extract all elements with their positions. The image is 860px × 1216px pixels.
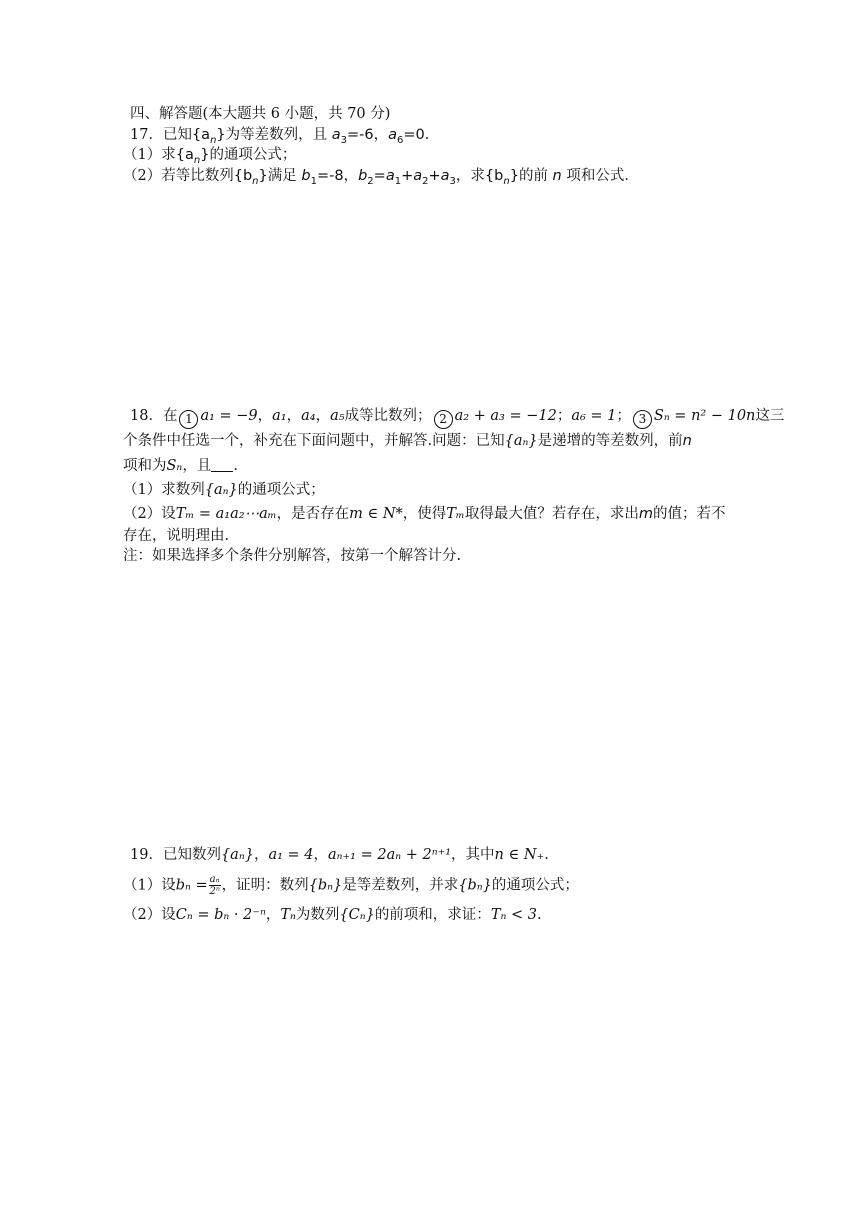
fraction: $\frac{\text{aₙ}}{\text{2ⁿ}}$ bbox=[209, 874, 220, 897]
q19-number: 19． bbox=[130, 847, 163, 863]
q17-seq-a: $\{a_n\}$ bbox=[191, 127, 226, 146]
q17-a6: $a_6=0$． bbox=[388, 127, 440, 146]
q17-stem bbox=[130, 125, 439, 145]
q17-text: 已知 bbox=[162, 127, 192, 143]
q18-line3: 项和为Sₙ，且 . bbox=[123, 458, 238, 474]
q18-part2-cont: 存在，说明理由. bbox=[123, 528, 230, 544]
section-header: 四、解答题(本大题共 6 小题，共 70 分) bbox=[130, 106, 391, 122]
answer-blank bbox=[211, 457, 233, 472]
q18-line2: 个条件中任选一个，补充在下面问题中，并解答.问题：已知{aₙ}是递增的等差数列，前n bbox=[123, 433, 692, 449]
q19-part1: （1）设bₙ = $\frac{\text{aₙ}}{\text{2ⁿ}}$ ，证明：数列{bₙ}是等差数列，并求{bₙ}的通项公式； bbox=[123, 874, 579, 897]
q17-number: 17． bbox=[130, 127, 163, 143]
q19-stem: 19．已知数列{aₙ}，a₁ = 4，aₙ₊₁ = 2aₙ + 2ⁿ⁺¹，其中n ∈ N₊. bbox=[130, 847, 549, 863]
q18-part2: （2）设Tₘ = a₁a₂⋯aₘ，是否存在m ∈ N*，使得Tₘ取得最大值？若存在，求出m的值；若不 bbox=[123, 506, 726, 522]
circled-1-icon: 1 bbox=[179, 410, 198, 429]
q18-line1: 18．在 1 a₁ = −9，a₁，a₄，a₅成等比数列； 2 a₂ + a₃ = −12；a₆ = 1； 3 Sₙ = n² − 10n这三 bbox=[130, 406, 784, 429]
q17-a3: $a_3=-6$， bbox=[331, 127, 389, 146]
circled-2-icon: 2 bbox=[434, 410, 453, 429]
circled-3-icon: 3 bbox=[633, 410, 652, 429]
q18-note: 注：如果选择多个条件分别解答，按第一个解答计分. bbox=[123, 548, 462, 564]
q17-part1: （1）求$\{a_n\}$的通项公式； bbox=[123, 147, 297, 166]
q18-part1: （1）求数列{aₙ}的通项公式； bbox=[123, 482, 325, 498]
q19-part2: （2）设Cₙ = bₙ · 2⁻ⁿ，Tₙ为数列{Cₙ}的前项和，求证：Tₙ < 3. bbox=[123, 907, 542, 923]
q17-part2: （2）若等比数列$\{b_n\}$满足 $b_1=-8$，$b_2=a_1+a_2+a_3$，求$\{b_n\}$的前 n 项和公式． bbox=[123, 168, 639, 187]
q17-text: 为等差数列，且 bbox=[225, 127, 332, 143]
q18-number: 18． bbox=[130, 408, 163, 424]
